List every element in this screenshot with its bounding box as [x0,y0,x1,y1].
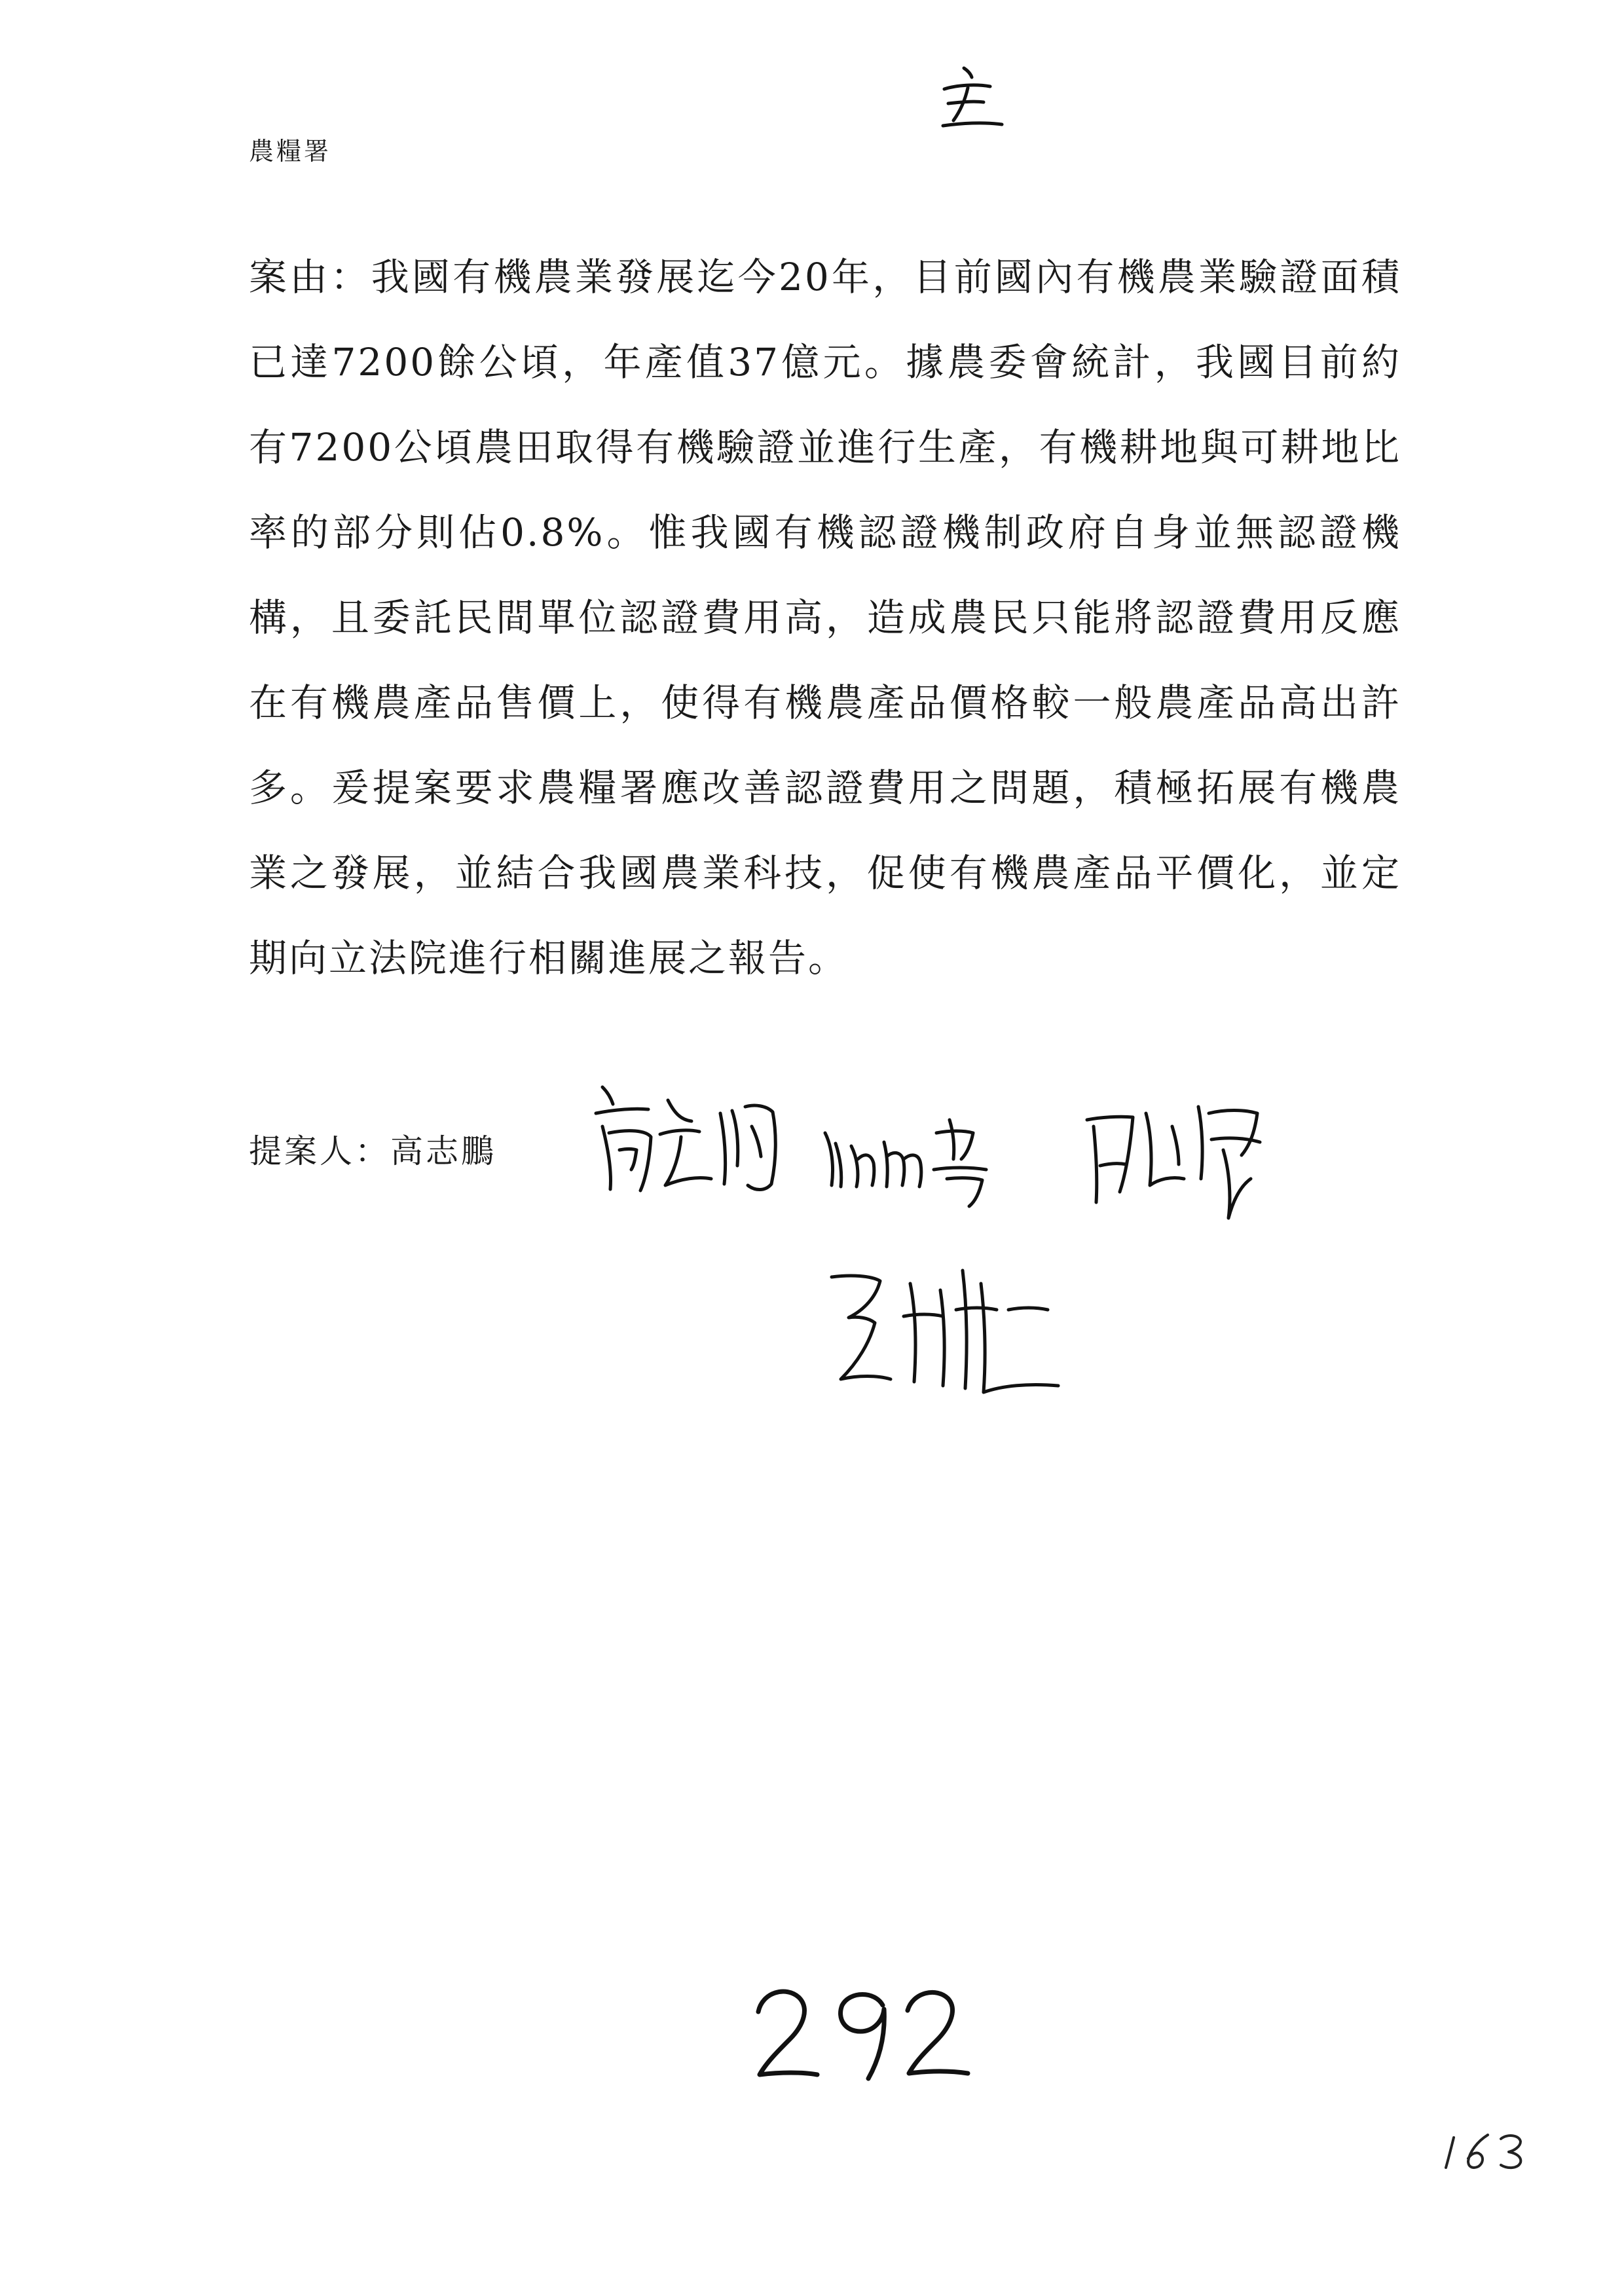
signature-4 [812,1257,1087,1401]
case-description: 案由：我國有機農業發展迄今20年，目前國內有機農業驗證面積已達7200餘公頃，年產值37億元。據農委會統計，我國目前約有7200公頃農田取得有機驗證並進行生產，有機耕地與可耕地比率的部分則佔0.8%。惟我國有機認證機制政府自身並無認證機構，且委託民間單位認證費用高，造成農民只能將認證費用反應在有機農產品售價上，使得有機農產品價格較一般農產品高出許多。爰提案要求農糧署應改善認證費用之問題，積極拓展有機農業之發展，並結合我國農業科技，促使有機農產品平價化，並定期向立法院進行相關進展之報告。 [249,255,1401,980]
handwritten-number-292 [740,1971,976,2089]
signature-1 [583,1074,799,1205]
proposer-label: 提案人：高志鵬 [249,1132,496,1170]
signature-3 [1074,1087,1297,1231]
page-number [1441,2122,1545,2174]
agency-label: 農糧署 [249,137,332,166]
handwritten-mark [930,63,1008,135]
signature-2 [819,1107,1015,1212]
